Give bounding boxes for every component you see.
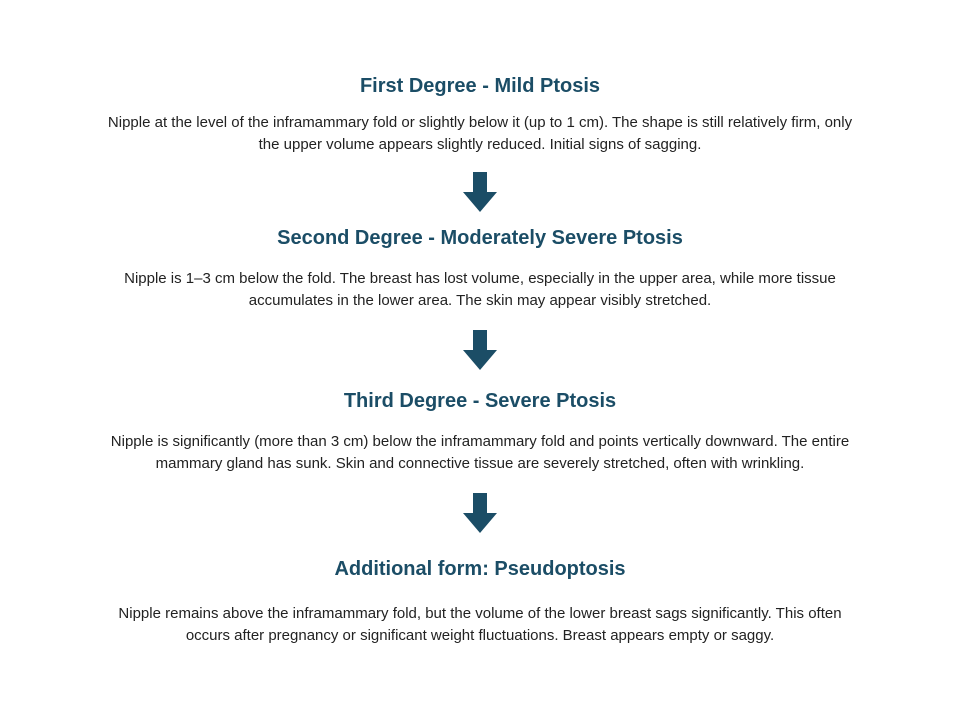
stage-3-heading: Third Degree - Severe Ptosis	[343, 390, 617, 412]
stage-1-heading: First Degree - Mild Ptosis	[359, 75, 601, 97]
down-arrow-icon	[463, 172, 497, 212]
stage-2-description: Nipple is 1–3 cm below the fold. The breast has lost volume, especially in the upper area, while more tissue accumulates in the lower area. The skin may appear visibly stretched.	[124, 270, 836, 309]
stage-1-description: Nipple at the level of the inframammary fold or slightly below it (up to 1 cm). The shape is still relatively firm, only the upper volume appears slightly reduced. Initial signs of sagging.	[107, 114, 853, 153]
stage-4-heading: Additional form: Pseudoptosis	[334, 558, 626, 580]
stage-2-heading: Second Degree - Moderately Severe Ptosis	[277, 227, 683, 249]
stage-4-description: Nipple remains above the inframammary fold, but the volume of the lower breast sags significantly. This often occurs after pregnancy or significant weight fluctuations. Breast appears empty or saggy.	[118, 605, 842, 644]
stage-3-description: Nipple is significantly (more than 3 cm) below the inframammary fold and points vertically downward. The entire mammary gland has sunk. Skin and connective tissue are severely stretched, often with wrinkling.	[110, 433, 850, 472]
down-arrow-icon	[463, 330, 497, 370]
down-arrow-icon	[463, 493, 497, 533]
